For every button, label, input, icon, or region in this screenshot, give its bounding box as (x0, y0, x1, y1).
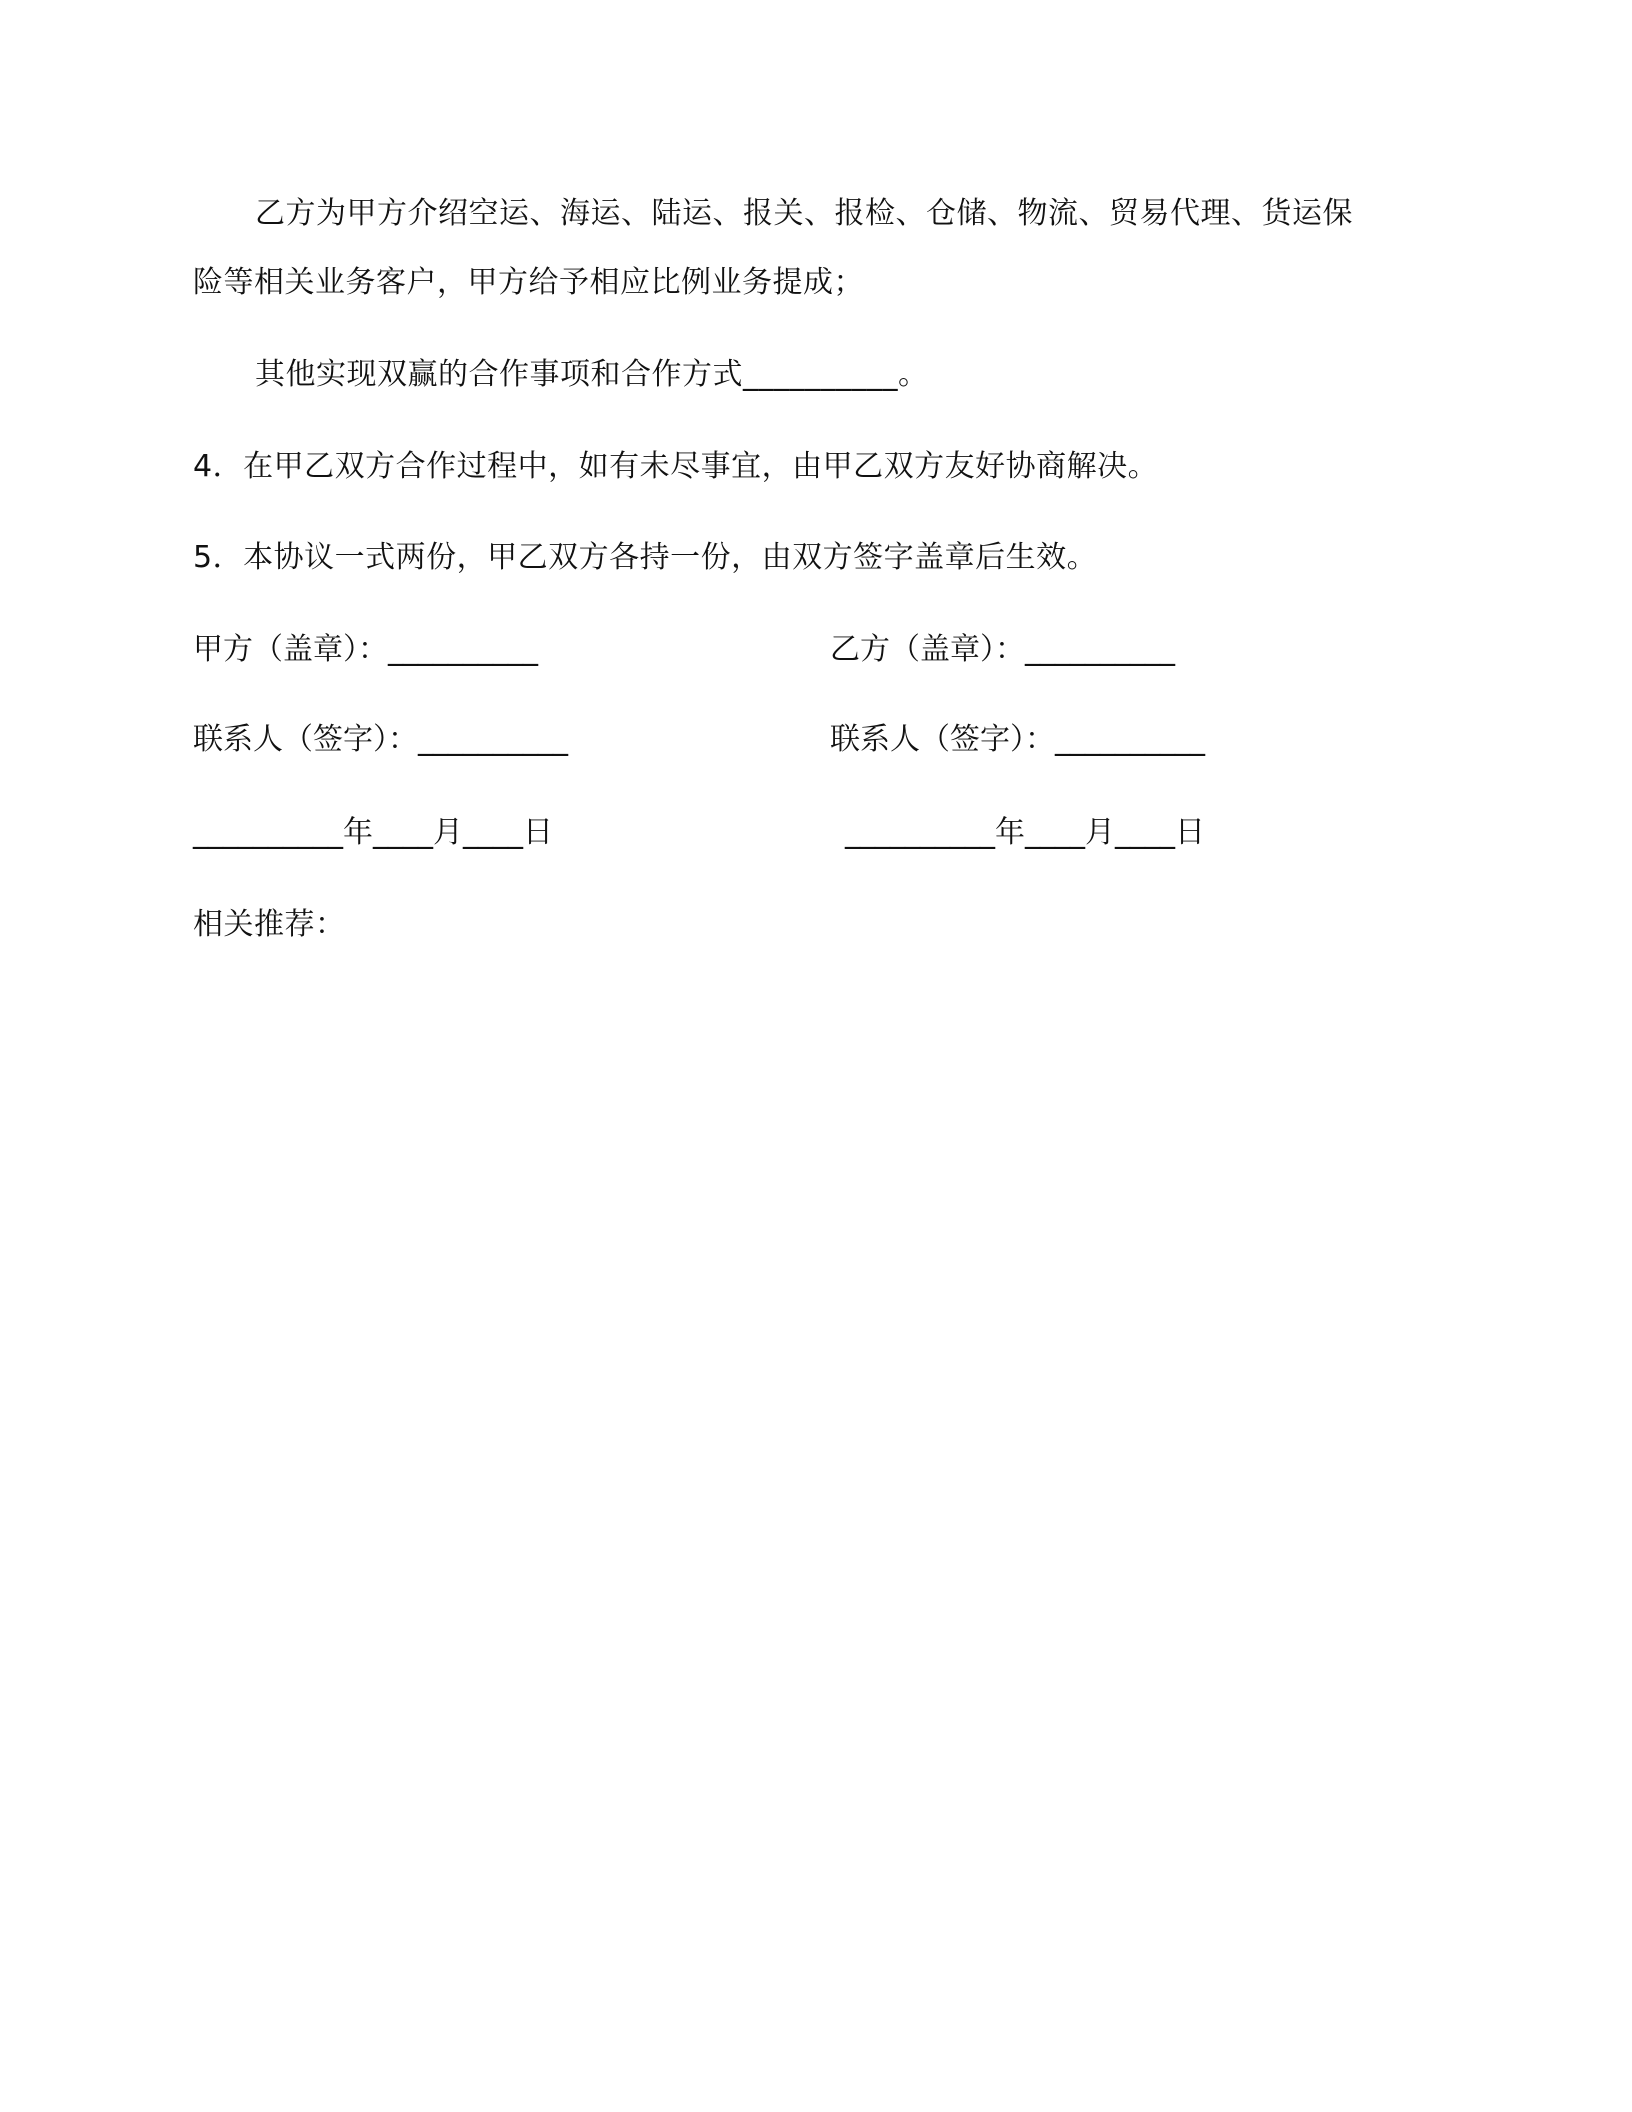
party-a-seal-field: 甲方（盖章）：__________ (193, 632, 538, 667)
related-recommendations-heading: 相关推荐： (193, 907, 346, 942)
party-a-date-field: __________年____月____日 (193, 815, 553, 850)
paragraph-other-cooperation: 其他实现双赢的合作事项和合作方式__________。 (255, 357, 929, 392)
paragraph-referral-commission-continued: 险等相关业务客户，甲方给予相应比例业务提成； (193, 265, 864, 300)
clause-5: 5．本协议一式两份，甲乙双方各持一份，由双方签字盖章后生效。 (193, 540, 1098, 575)
clause-4: 4．在甲乙双方合作过程中，如有未尽事宜，由甲乙双方友好协商解决。 (193, 449, 1159, 484)
paragraph-referral-commission: 乙方为甲方介绍空运、海运、陆运、报关、报检、仓储、物流、贸易代理、货运保 (255, 196, 1353, 231)
party-b-contact-field: 联系人（签字）：__________ (830, 722, 1205, 757)
party-a-contact-field: 联系人（签字）：__________ (193, 722, 568, 757)
party-b-seal-field: 乙方（盖章）：__________ (830, 632, 1175, 667)
party-b-date-field: __________年____月____日 (845, 815, 1205, 850)
